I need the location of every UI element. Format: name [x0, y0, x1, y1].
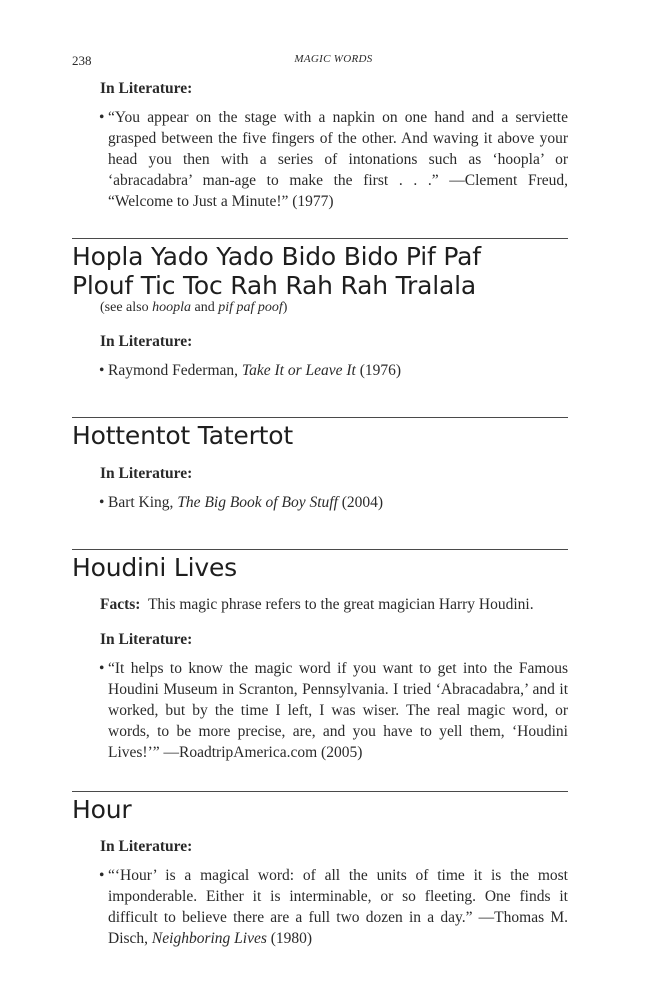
- section-heading: In Literature:: [100, 465, 193, 482]
- entry-divider: [72, 417, 568, 418]
- citation-work: Take It or Leave It: [241, 362, 356, 379]
- entry-title: Hour: [72, 795, 132, 824]
- citation-year: (1980): [266, 930, 313, 947]
- entry-title-line: Plouf Tic Toc Rah Rah Rah Tralala: [72, 271, 476, 300]
- section-heading: In Literature:: [100, 631, 193, 648]
- entry-hour: [72, 838, 568, 949]
- entry-hopla: [72, 300, 568, 381]
- section-heading: In Literature:: [100, 838, 193, 855]
- citation-year: (1976): [355, 362, 402, 379]
- list-item: • “It helps to know the magic word if you want to get into the Famous Houdini Museum in Scranton, Pennsylvania. I tried ‘Abracadabra,’ and it worked, but by the time I left, I was wiser. The real magic word, or words, to be more precise, are, and you have to yell them, ‘Houdini Lives!’” —RoadtripAmerica.com (2005): [72, 658, 568, 763]
- citation-year: (2004): [337, 494, 384, 511]
- see-also-prefix: (see also: [100, 300, 153, 315]
- entry-title-line: Hopla Yado Yado Bido Bido Pif Paf: [72, 242, 481, 271]
- facts: [72, 596, 568, 614]
- see-also: [72, 300, 568, 316]
- citation-work: The Big Book of Boy Stuff: [177, 494, 338, 511]
- facts-label: Facts:: [100, 596, 141, 613]
- citation-work: Neighboring Lives: [151, 930, 267, 947]
- entry-divider: [72, 238, 568, 239]
- citation-quote: “‘Hour’ is a magical word: of all the units of time it is the most imponderable. Either it is interminable, or so fleeting. One finds it difficult to believe there are a full two dozen in a day.” —Thomas M. Disch,: [108, 867, 568, 947]
- facts-text: This magic phrase refers to the great magician Harry Houdini.: [147, 596, 534, 613]
- entry-title: Hottentot Tatertot: [72, 421, 293, 450]
- list-item: • “You appear on the stage with a napkin on one hand and a serviette grasped between the five fingers of the other. And waving it above your head you then with a series of intonations such as ‘hoopla’ or ‘abracadabra’ man-age to make the first . . .” —Clement Freud, “Welcome to Just a Minute!” (1977): [72, 107, 568, 212]
- see-also-term: pif paf poof: [218, 300, 283, 315]
- entry-title: [72, 242, 568, 300]
- entry-hottentot: [72, 465, 568, 513]
- entry-houdini: [72, 596, 568, 763]
- entry-divider: [72, 791, 568, 792]
- citation-author: Raymond Federman,: [108, 362, 242, 379]
- running-head: MAGIC WORDS: [294, 53, 373, 65]
- see-also-term: hoopla: [152, 300, 191, 315]
- see-also-conjunction: and: [190, 300, 219, 315]
- list-item: [72, 865, 568, 949]
- citation-author: Bart King,: [108, 494, 178, 511]
- section-heading: In Literature:: [100, 333, 193, 350]
- section-heading: In Literature:: [100, 80, 193, 97]
- entry-title: Houdini Lives: [72, 553, 237, 582]
- entry-divider: [72, 549, 568, 550]
- page-number: 238: [72, 53, 92, 68]
- list-item: [72, 360, 568, 381]
- list-item: [72, 492, 568, 513]
- see-also-suffix: ): [282, 300, 288, 315]
- entry-continued: [72, 80, 568, 212]
